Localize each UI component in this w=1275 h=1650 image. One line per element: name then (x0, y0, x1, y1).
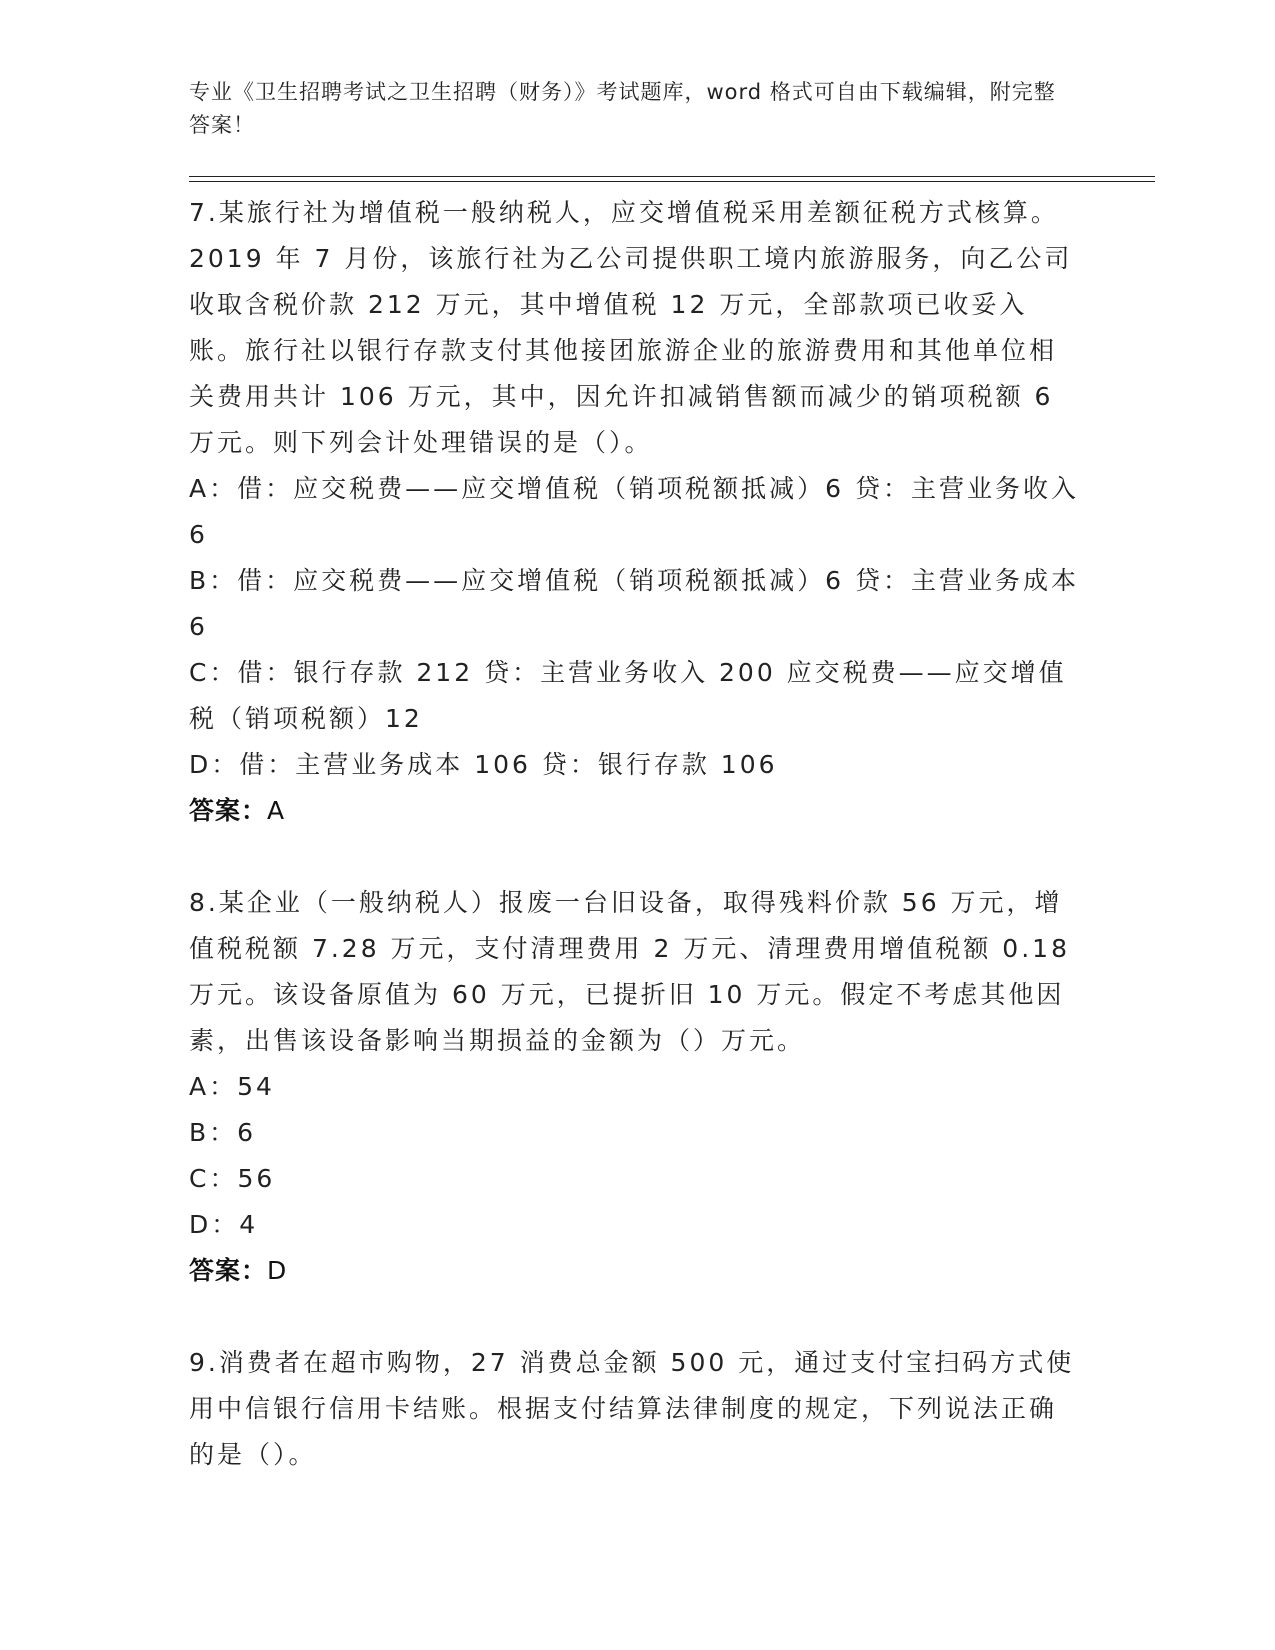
question-9 (189, 1340, 1079, 1478)
option-c: C：借：银行存款 212 贷：主营业务收入 200 应交税费——应交增值税（销项税额）12 (189, 658, 1067, 733)
question-8 (189, 880, 1079, 1294)
option-a: A：借：应交税费——应交增值税（销项税额抵减）6 贷：主营业务收入 6 (189, 474, 1079, 549)
question-7 (189, 190, 1079, 834)
answer-label: 答案： (189, 796, 268, 825)
option-a: A：54 (189, 1072, 275, 1101)
option-b: B：借：应交税费——应交增值税（销项税额抵减）6 贷：主营业务成本 6 (189, 566, 1080, 641)
answer-label: 答案： (189, 1256, 268, 1285)
answer-value: D (267, 1256, 288, 1285)
question-list (189, 190, 1079, 1478)
option-b: B：6 (189, 1118, 257, 1147)
document-header: 专业《卫生招聘考试之卫生招聘（财务）》考试题库，word 格式可自由下载编辑，附完整答案！ (189, 80, 1056, 137)
option-d: D：4 (189, 1210, 259, 1239)
option-d: D：借：主营业务成本 106 贷：银行存款 106 (189, 750, 778, 779)
answer-line (189, 788, 1079, 834)
question-stem: 8.某企业（一般纳税人）报废一台旧设备，取得残料价款 56 万元，增值税税额 7.28 万元，支付清理费用 2 万元、清理费用增值税额 0.18 万元。该设备原值为 60 万元，已提折旧 10 万元。假定不考虑其他因素，出售该设备影响当期损益的金额为（）万元。 (189, 888, 1070, 1055)
question-stem: 7.某旅行社为增值税一般纳税人，应交增值税采用差额征税方式核算。2019 年 7 月份，该旅行社为乙公司提供职工境内旅游服务，向乙公司收取含税价款 212 万元，其中增值税 12 万元，全部款项已收妥入账。旅行社以银行存款支付其他接团旅游企业的旅游费用和其他单位相关费用共计 106 万元，其中，因允许扣减销售额而减少的销项税额 6 万元。则下列会计处理错误的是（）。 (189, 198, 1073, 457)
option-c: C：56 (189, 1164, 276, 1193)
header-divider-bottom (189, 181, 1155, 182)
spacer (189, 834, 1079, 880)
answer-value: A (267, 796, 286, 825)
header-divider-top (189, 176, 1155, 177)
question-stem: 9.消费者在超市购物，27 消费总金额 500 元，通过支付宝扫码方式使用中信银行信用卡结账。根据支付结算法律制度的规定，下列说法正确的是（）。 (189, 1348, 1075, 1469)
answer-line (189, 1248, 1079, 1294)
spacer (189, 1294, 1079, 1340)
